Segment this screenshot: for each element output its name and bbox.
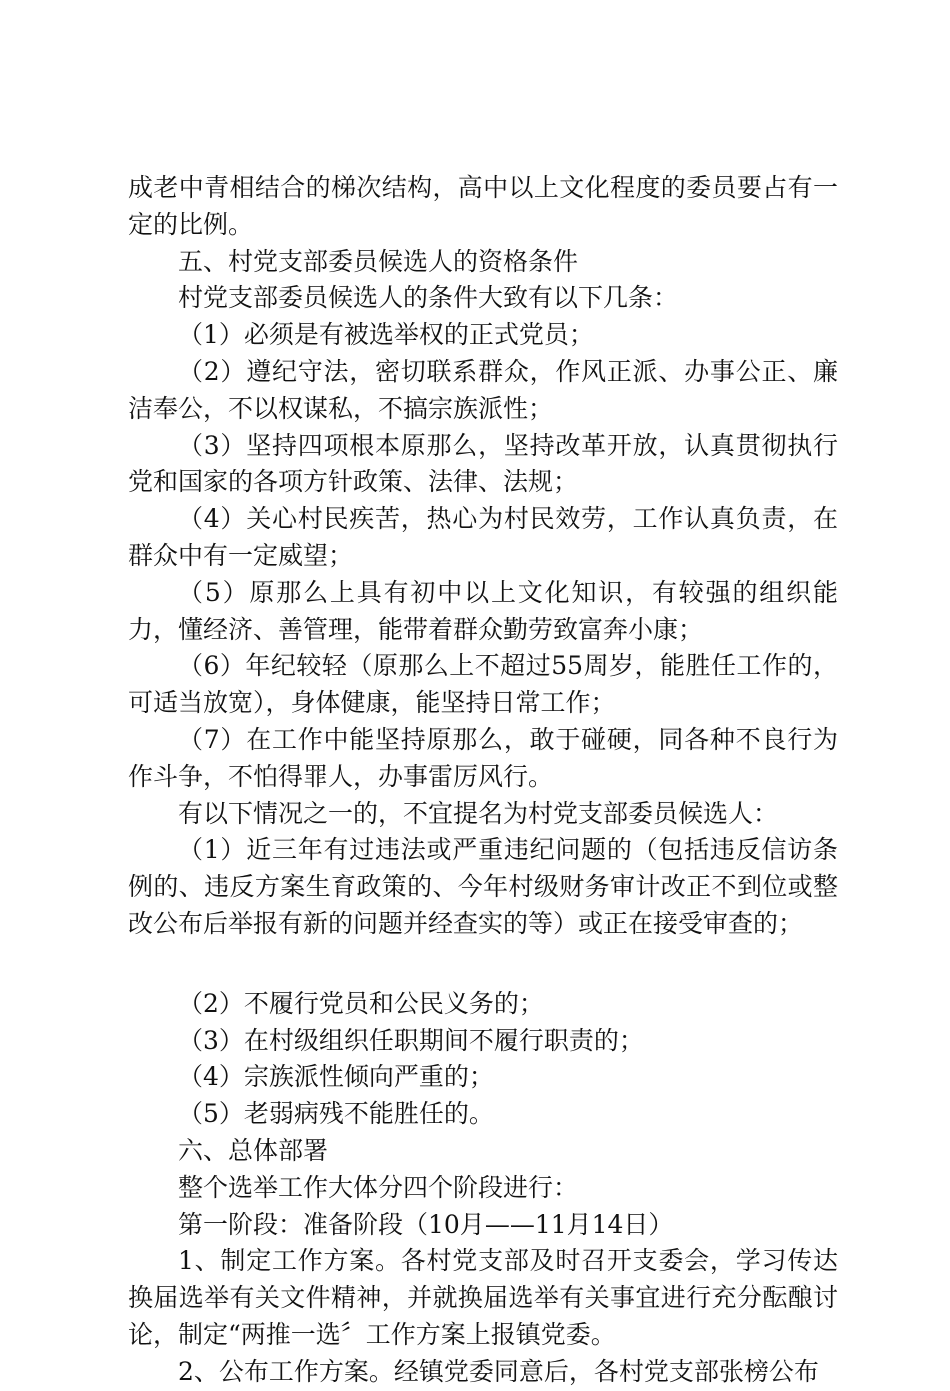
condition-item-6: （6）年纪较轻（原那么上不超过55周岁，能胜任工作的，可适当放宽），身体健康，能坚持日常工作； [128,651,838,718]
stage-1-step-2: 2、公布工作方案。经镇党委同意后，各村党支部张榜公布 [178,1356,819,1386]
exclusion-item-5: （5）老弱病残不能胜任的。 [178,1099,494,1129]
exclusion-item-4: （4）宗族派性倾向严重的； [178,1062,494,1092]
paragraph-stages-intro: 整个选举工作大体分四个阶段进行： [178,1172,579,1202]
condition-item-4: （4）关心村民疾苦，热心为村民效劳，工作认真负责，在群众中有一定威望； [128,504,838,570]
condition-item-1: （1）必须是有被选举权的正式党员； [178,320,594,350]
exclusion-item-2: （2）不履行党员和公民义务的； [178,988,544,1018]
paragraph-intro-conditions: 村党支部委员候选人的条件大致有以下几条： [178,283,679,313]
condition-item-5: （5）原那么上具有初中以上文化知识，有较强的组织能力，懂经济、善管理，能带着群众勤劳致富奔小康； [128,577,838,644]
exclusion-item-3: （3）在村级组织任职期间不履行职责的； [178,1025,644,1055]
paragraph-gap [128,943,838,986]
section-heading-5: 五、村党支部委员候选人的资格条件 [178,246,579,276]
stage-1-heading: 第一阶段：准备阶段（10月——11月14日） [178,1209,674,1239]
paragraph-continuation: 成老中青相结合的梯次结构，高中以上文化程度的委员要占有一定的比例。 [128,173,838,239]
document-body [128,170,838,1391]
condition-item-2: （2）遵纪守法，密切联系群众，作风正派、办事公正、廉洁奉公，不以权谋私，不搞宗族派性； [128,356,838,423]
paragraph-intro-exclusions: 有以下情况之一的，不宜提名为村党支部委员候选人： [178,798,779,828]
condition-item-7: （7）在工作中能坚持原那么，敢于碰硬，同各种不良行为作斗争，不怕得罪人，办事雷厉风行。 [128,724,838,791]
section-heading-6: 六、总体部署 [178,1135,329,1165]
condition-item-3: （3）坚持四项根本原那么，坚持改革开放，认真贯彻执行党和国家的各项方针政策、法律、法规； [128,430,838,497]
exclusion-item-1: （1）近三年有过违法或严重违纪问题的（包括违反信访条例的、违反方案生育政策的、今年村级财务审计改正不到位或整改公布后举报有新的问题并经查实的等）或正在接受审查的； [128,835,838,938]
stage-1-step-1: 1、制定工作方案。各村党支部及时召开支委会，学习传达换届选举有关文件精神，并就换届选举有关事宜进行充分酝酿讨论，制定“两推一选〞工作方案上报镇党委。 [128,1246,838,1349]
